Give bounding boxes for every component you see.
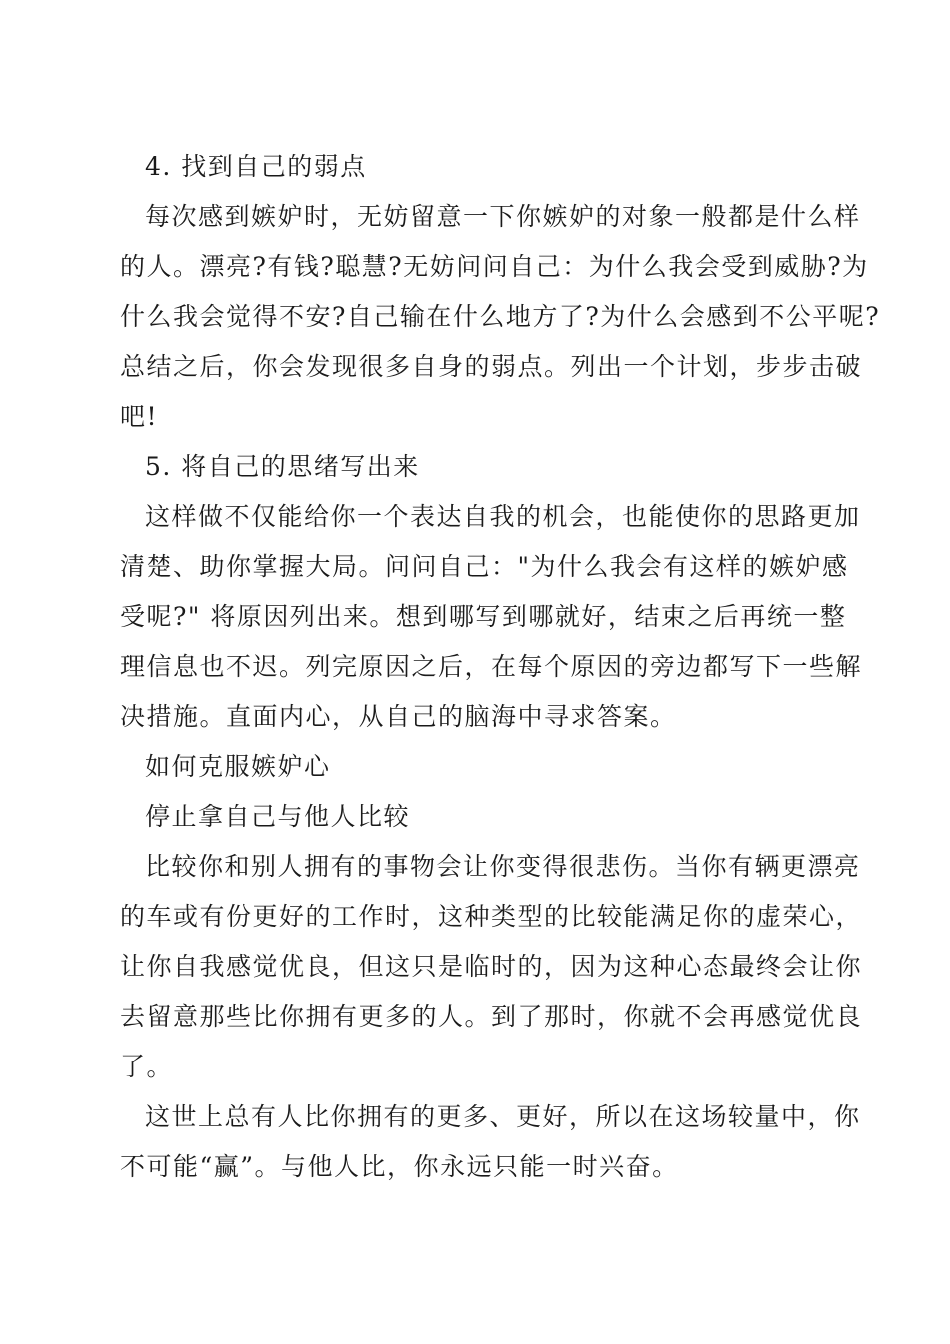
paragraph-line: 这样做不仅能给你一个表达自我的机会，也能使你的思路更加 (145, 502, 861, 531)
paragraph-line: 理信息也不迟。列完原因之后，在每个原因的旁边都写下一些解 (120, 652, 863, 681)
heading-4: 4. 找到自己的弱点 (145, 152, 367, 181)
paragraph-line: 受呢?" 将原因列出来。想到哪写到哪就好，结束之后再统一整 (120, 602, 847, 631)
paragraph-line: 去留意那些比你拥有更多的人。到了那时，你就不会再感觉优良 (120, 1002, 863, 1031)
paragraph-line: 每次感到嫉妒时，无妨留意一下你嫉妒的对象一般都是什么样 (145, 202, 861, 231)
subsection-heading: 停止拿自己与他人比较 (145, 802, 411, 831)
paragraph-line: 比较你和别人拥有的事物会让你变得很悲伤。当你有辆更漂亮 (145, 852, 861, 881)
paragraph-line: 决措施。直面内心，从自己的脑海中寻求答案。 (120, 702, 677, 731)
heading-5: 5. 将自己的思绪写出来 (145, 452, 420, 481)
paragraph-line: 总结之后，你会发现很多自身的弱点。列出一个计划，步步击破 (120, 352, 863, 381)
section-heading: 如何克服嫉妒心 (145, 752, 331, 781)
paragraph-line: 让你自我感觉优良，但这只是临时的，因为这种心态最终会让你 (120, 952, 863, 981)
paragraph-line: 这世上总有人比你拥有的更多、更好，所以在这场较量中，你 (145, 1102, 861, 1131)
paragraph-line: 的人。漂亮?有钱?聪慧?无妨问问自己：为什么我会受到威胁?为 (120, 252, 869, 281)
paragraph-line: 清楚、助你掌握大局。问问自己："为什么我会有这样的嫉妒感 (120, 552, 849, 581)
paragraph-line: 的车或有份更好的工作时，这种类型的比较能满足你的虚荣心， (120, 902, 863, 931)
paragraph-line: 不可能“赢”。与他人比，你永远只能一时兴奋。 (120, 1152, 679, 1181)
paragraph-line: 了。 (120, 1052, 174, 1081)
paragraph-line: 吧! (120, 402, 159, 431)
paragraph-line: 什么我会觉得不安?自己输在什么地方了?为什么会感到不公平呢? (120, 302, 881, 331)
